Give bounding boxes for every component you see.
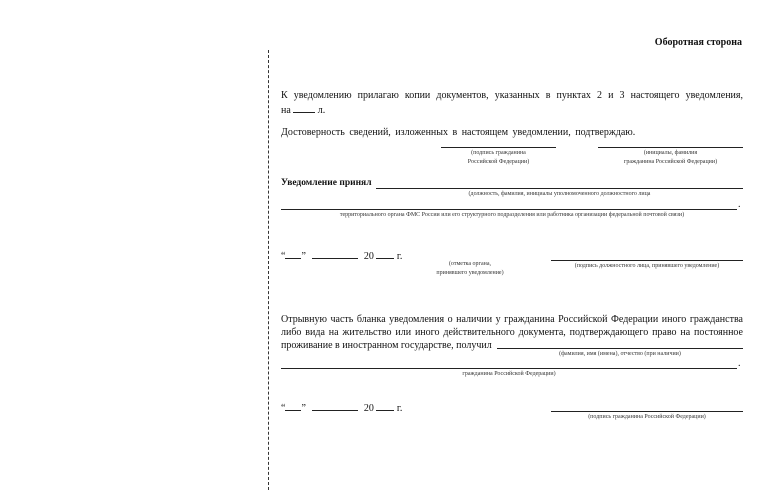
date-open-quote: “	[281, 251, 286, 262]
receiver-name-line[interactable]	[497, 348, 743, 349]
accepted-year-suffix: г.	[396, 251, 403, 262]
accepted-label: Уведомление принял	[281, 178, 372, 188]
attachment-pages-suffix: л.	[317, 105, 326, 116]
receipt-month-field[interactable]	[312, 401, 358, 411]
receipt-day-field[interactable]	[285, 401, 301, 411]
receiver-citizen-caption: гражданина Российской Федерации)	[462, 371, 556, 377]
date-close-quote: ”	[301, 251, 306, 262]
receiver-signature-line[interactable]	[551, 411, 743, 412]
stamp-caption: (отметка органа, принявшего уведомление)	[436, 261, 504, 276]
receipt-text-line-1: Отрывную часть бланка уведомления о наличии у гражданина Российской Федерации иного гражданства	[281, 314, 743, 325]
attachment-text-line-2	[281, 103, 325, 116]
accepted-day-field[interactable]	[285, 249, 301, 259]
accepted-date	[281, 249, 402, 262]
receipt-year-prefix: 20	[363, 403, 374, 414]
receiver-name-caption: (фамилия, имя (имена), отчество (при наличии)	[559, 351, 681, 357]
tear-off-cut-line	[268, 50, 269, 490]
accepted-year-field[interactable]	[376, 249, 394, 259]
official-signature-line[interactable]	[551, 260, 743, 261]
receipt-date	[281, 401, 402, 414]
accepting-official-line[interactable]	[376, 188, 743, 189]
receiver-name-line-2[interactable]	[281, 368, 737, 369]
confirmation-text: Достоверность сведений, изложенных в настоящем уведомлении, подтверждаю.	[281, 127, 636, 138]
accepting-org-period: .	[738, 199, 741, 210]
receiver-name-period: .	[738, 358, 741, 369]
pages-count-field[interactable]	[293, 103, 315, 113]
citizen-signature-caption: (подпись гражданина Российской Федерации)	[467, 150, 530, 165]
official-signature-caption: (подпись должностного лица, принявшего уведомление)	[574, 263, 720, 269]
accepting-org-line[interactable]	[281, 209, 737, 210]
accepted-year-prefix: 20	[363, 251, 374, 262]
date-open-quote: “	[281, 403, 286, 414]
receiver-signature-caption: (подпись гражданина Российской Федерации)	[588, 414, 706, 420]
accepting-org-caption: территориального органа ФМС России или его структурного подразделения или работника организации федеральной почтовой связи)	[339, 212, 685, 218]
date-close-quote: ”	[301, 403, 306, 414]
accepting-official-caption: (должность, фамилия, инициалы уполномоченного должностного лица	[468, 191, 651, 197]
attachment-on-prefix: на	[281, 105, 291, 116]
receipt-text-line-2: либо вида на жительство или иного действительного документа, подтверждающего право на постоянное	[281, 327, 743, 338]
receipt-year-field[interactable]	[376, 401, 394, 411]
citizen-name-line[interactable]	[598, 147, 743, 148]
citizen-name-caption: (инициалы, фамилия гражданина Российской Федерации)	[623, 150, 718, 165]
page-side-label: Оборотная сторона	[654, 37, 742, 48]
receipt-year-suffix: г.	[396, 403, 403, 414]
accepted-month-field[interactable]	[312, 249, 358, 259]
receipt-text-line-3: проживание в иностранном государстве, получил	[281, 340, 492, 351]
citizen-signature-line[interactable]	[441, 147, 556, 148]
attachment-text-line-1: К уведомлению прилагаю копии документов, указанных в пунктах 2 и 3 настоящего уведомления,	[281, 90, 743, 101]
